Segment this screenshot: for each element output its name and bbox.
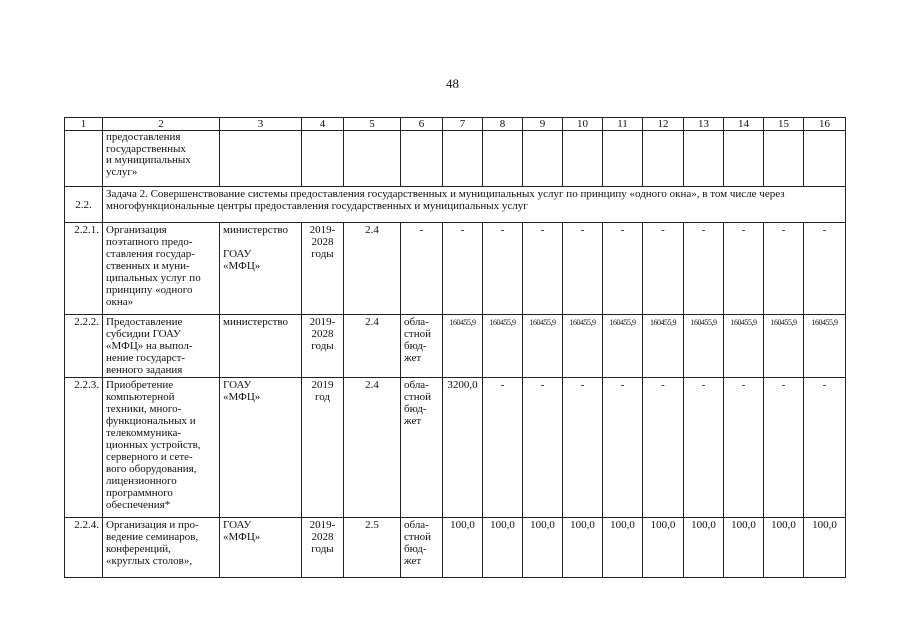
column-number: 7 [443, 118, 483, 131]
row-value: - [523, 378, 563, 518]
row-value: - [684, 223, 724, 315]
row-code: 2.4 [344, 378, 401, 518]
row-value: 160455,9 [523, 315, 563, 378]
row-code: 2.4 [344, 223, 401, 315]
row-value: - [603, 223, 643, 315]
column-number-row [65, 118, 846, 131]
row-name: Организация поэтапного предо- ставления государ- ственных и муни- ципальных услуг по принципу «одного окна» [103, 223, 220, 315]
column-number: 10 [563, 118, 603, 131]
row-value: - [724, 378, 764, 518]
table-row [65, 315, 846, 378]
row-value: - [563, 223, 603, 315]
row-code: 2.5 [344, 518, 401, 578]
page-number: 48 [446, 76, 459, 91]
task-number: 2.2. [65, 187, 103, 223]
row-value: 100,0 [643, 518, 684, 578]
row-number: 2.2.4. [65, 518, 103, 578]
row-number: 2.2.2. [65, 315, 103, 378]
table-row [65, 223, 846, 315]
column-number: 5 [344, 118, 401, 131]
row-value: - [563, 378, 603, 518]
row-value: 100,0 [443, 518, 483, 578]
row-value: - [764, 223, 804, 315]
budget-table [64, 117, 846, 578]
row-value: 160455,9 [804, 315, 846, 378]
row-executor: ГОАУ «МФЦ» [220, 378, 302, 518]
row-value: - [483, 378, 523, 518]
column-number: 6 [401, 118, 443, 131]
table-row [65, 378, 846, 518]
row-value: 100,0 [804, 518, 846, 578]
row-value: - [804, 378, 846, 518]
row-value: 160455,9 [643, 315, 684, 378]
row-name: Предоставление субсидии ГОАУ «МФЦ» на выпол- нение государст- венного задания [103, 315, 220, 378]
row-value: - [443, 223, 483, 315]
row-value: - [684, 378, 724, 518]
column-number: 2 [103, 118, 220, 131]
task-title: Задача 2. Совершенствование системы предоставления государственных и муниципальных услуг по принципу «одного окна», в том числе через многофункциональные центры предоставления государственных и муниципальных услуг [103, 187, 846, 223]
row-value: 100,0 [764, 518, 804, 578]
row-value: 160455,9 [443, 315, 483, 378]
row-executor: ГОАУ «МФЦ» [220, 518, 302, 578]
row-value: 160455,9 [724, 315, 764, 378]
row-source: обла- стной бюд- жет [401, 378, 443, 518]
column-number: 12 [643, 118, 684, 131]
column-number: 3 [220, 118, 302, 131]
row-period: 2019 год [302, 378, 344, 518]
column-number: 11 [603, 118, 643, 131]
row-period: 2019- 2028 годы [302, 518, 344, 578]
table-row [65, 518, 846, 578]
row-value: 160455,9 [764, 315, 804, 378]
row-value: - [643, 223, 684, 315]
row-value: 160455,9 [563, 315, 603, 378]
column-number: 16 [804, 118, 846, 131]
row-name: Организация и про- ведение семинаров, конференций, «круглых столов», [103, 518, 220, 578]
row-value: 100,0 [603, 518, 643, 578]
row-value: 3200,0 [443, 378, 483, 518]
column-number: 8 [483, 118, 523, 131]
cont-name-cell: предоставления государственных и муниципальных услуг» [103, 131, 220, 187]
row-value: - [603, 378, 643, 518]
row-period: 2019- 2028 годы [302, 315, 344, 378]
row-source: обла- стной бюд- жет [401, 518, 443, 578]
column-number: 9 [523, 118, 563, 131]
row-value: - [764, 378, 804, 518]
row-code: 2.4 [344, 315, 401, 378]
row-period: 2019- 2028 годы [302, 223, 344, 315]
cont-num-cell [65, 131, 103, 187]
row-value: - [724, 223, 764, 315]
row-value: 100,0 [563, 518, 603, 578]
row-value: 160455,9 [603, 315, 643, 378]
row-value: - [804, 223, 846, 315]
row-name: Приобретение компьютерной техники, много- функциональных и телекоммуника- ционных устройств, серверного и сете- вого оборудования, лицензионного программного обеспечения* [103, 378, 220, 518]
row-source: обла- стной бюд- жет [401, 315, 443, 378]
row-value: 100,0 [724, 518, 764, 578]
row-number: 2.2.3. [65, 378, 103, 518]
row-executor: министерство [220, 315, 302, 378]
column-number: 4 [302, 118, 344, 131]
row-value: 100,0 [684, 518, 724, 578]
column-number: 13 [684, 118, 724, 131]
row-value: - [643, 378, 684, 518]
continuation-row [65, 131, 846, 187]
row-number: 2.2.1. [65, 223, 103, 315]
column-number: 14 [724, 118, 764, 131]
task-row [65, 187, 846, 223]
row-executor: министерство ГОАУ «МФЦ» [220, 223, 302, 315]
row-value: 100,0 [483, 518, 523, 578]
row-value: 160455,9 [483, 315, 523, 378]
row-value: 100,0 [523, 518, 563, 578]
column-number: 15 [764, 118, 804, 131]
row-value: - [483, 223, 523, 315]
row-value: 160455,9 [684, 315, 724, 378]
column-number: 1 [65, 118, 103, 131]
row-source: - [401, 223, 443, 315]
row-value: - [523, 223, 563, 315]
